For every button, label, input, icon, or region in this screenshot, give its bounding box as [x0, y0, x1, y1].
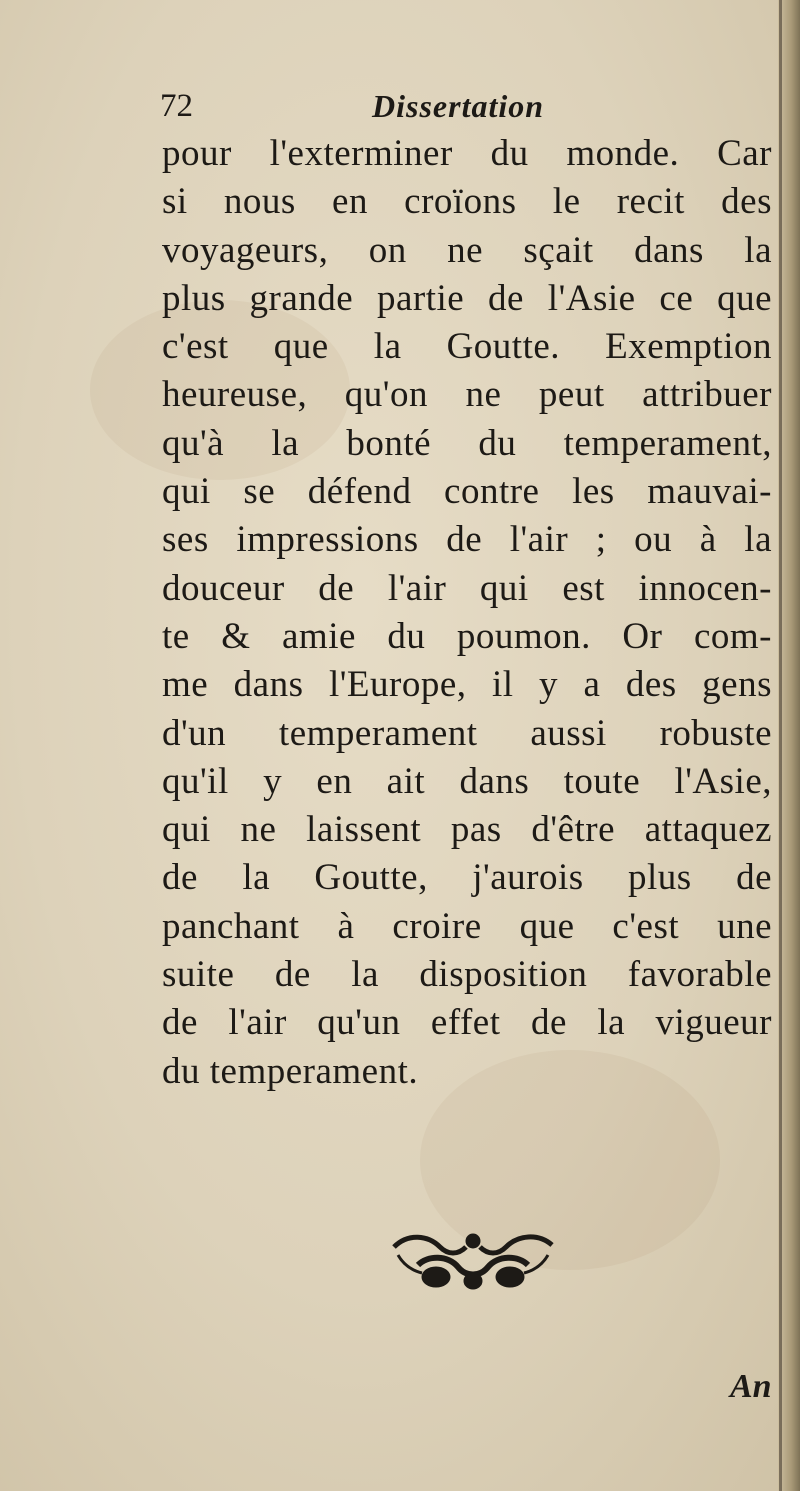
text-line: panchant à croire que c'est une — [162, 905, 772, 947]
printer-ornament-icon — [388, 1225, 558, 1297]
text-line: qu'à la bonté du temperament, — [162, 422, 772, 464]
text-line: me dans l'Europe, il y a des gens — [162, 664, 772, 706]
text-line: douceur de l'air qui est innocen- — [162, 567, 772, 609]
text-line: si nous en croïons le recit des — [162, 181, 772, 223]
text-line: d'un temperament aussi robuste — [162, 712, 772, 754]
catchword: An — [730, 1368, 772, 1405]
text-line: heureuse, qu'on ne peut attribuer — [162, 374, 772, 416]
text-line: voyageurs, on ne sçait dans la — [162, 229, 772, 271]
text-line: pour l'exterminer du monde. Car — [162, 133, 772, 174]
text-line: suite de la disposition favorable — [162, 954, 772, 996]
running-head: Dissertation — [372, 88, 545, 124]
text-line: qu'il y en ait dans toute l'Asie, — [162, 760, 772, 802]
text-line: ses impressions de l'air ; ou à la — [162, 519, 772, 561]
text-line: c'est que la Goutte. Exemption — [162, 326, 772, 368]
body-text — [162, 130, 772, 1096]
text-line: qui ne laissent pas d'être attaquez — [162, 809, 772, 851]
text-line: de la Goutte, j'aurois plus de — [162, 857, 772, 899]
text-line: du temperament. — [162, 1050, 419, 1092]
text-line: plus grande partie de l'Asie ce que — [162, 277, 772, 319]
text-line: qui se défend contre les mauvai- — [162, 471, 772, 513]
text-line: de l'air qu'un effet de la vigueur — [162, 1002, 772, 1044]
page-number: 72 — [160, 88, 193, 124]
text-line: te & amie du poumon. Or com- — [162, 615, 772, 657]
page-gutter-line — [779, 0, 782, 1491]
